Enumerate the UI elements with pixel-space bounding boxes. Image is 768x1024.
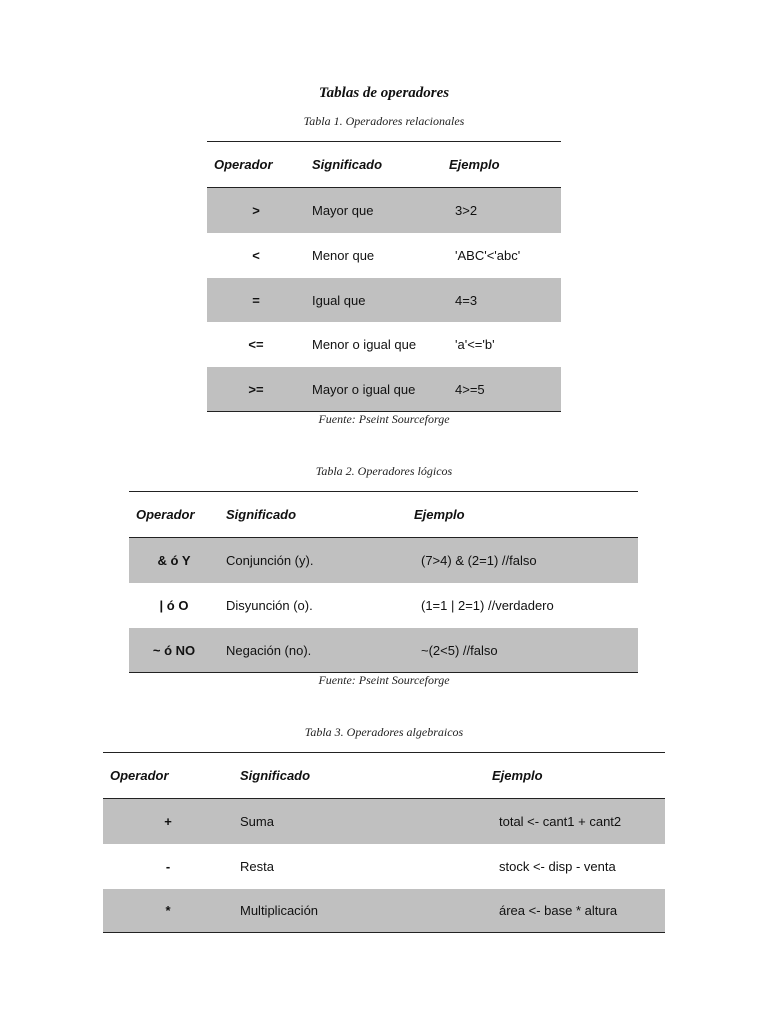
- operator-cell: <: [252, 248, 260, 263]
- table-row: [207, 322, 561, 367]
- header-operador: Operador: [214, 157, 273, 172]
- example-cell: 3>2: [455, 203, 478, 218]
- table1-source: Fuente: Pseint Sourceforge: [318, 412, 450, 426]
- table3-caption: Tabla 3. Operadores algebraicos: [304, 725, 464, 739]
- table-logical-operators: [129, 491, 638, 673]
- operator-cell: <=: [248, 337, 264, 352]
- operator-cell: >=: [248, 381, 264, 397]
- table-row: [103, 889, 665, 932]
- header-operador: Operador: [136, 507, 195, 522]
- operator-cell: | ó O: [159, 598, 189, 613]
- operator-cell: & ó Y: [157, 553, 191, 568]
- table-algebraic-operators: [103, 752, 665, 933]
- operator-cell: ~ ó NO: [152, 642, 196, 658]
- table-header-row: [207, 142, 561, 188]
- meaning-cell: Suma: [240, 814, 274, 829]
- meaning-cell: Igual que: [312, 292, 366, 308]
- example-cell: total <- cant1 + cant2: [499, 814, 622, 829]
- meaning-cell: Conjunción (y).: [226, 553, 314, 568]
- table-header-row: [129, 492, 638, 538]
- table-row: [129, 538, 638, 583]
- meaning-cell: Negación (no).: [226, 642, 312, 658]
- example-cell: 'a'<='b': [455, 337, 495, 352]
- table-row: [207, 367, 561, 411]
- example-cell: 4>=5: [455, 381, 485, 397]
- table-header-row: [103, 753, 665, 799]
- page-title: Tablas de operadores: [318, 85, 450, 101]
- table1-caption: Tabla 1. Operadores relacionales: [303, 114, 465, 128]
- example-cell: stock <- disp - venta: [499, 859, 616, 874]
- meaning-cell: Disyunción (o).: [226, 598, 313, 613]
- header-ejemplo: Ejemplo: [414, 507, 465, 522]
- table-row: [207, 188, 561, 233]
- table-row: [103, 799, 665, 844]
- operator-cell: *: [165, 903, 171, 918]
- table-row: [103, 844, 665, 889]
- meaning-cell: Mayor o igual que: [312, 381, 416, 397]
- header-significado: Significado: [240, 768, 311, 783]
- meaning-cell: Resta: [240, 859, 274, 874]
- table-row: [129, 583, 638, 628]
- table-row: [129, 628, 638, 672]
- example-cell: ~(2<5) //falso: [421, 642, 498, 658]
- table-relational-operators: [207, 141, 561, 412]
- header-ejemplo: Ejemplo: [449, 157, 500, 172]
- header-ejemplo: Ejemplo: [492, 768, 543, 783]
- header-operador: Operador: [110, 768, 169, 783]
- operator-cell: =: [252, 292, 260, 308]
- header-significado: Significado: [312, 157, 383, 172]
- meaning-cell: Multiplicación: [240, 903, 319, 918]
- header-significado: Significado: [226, 507, 297, 522]
- table-row: [207, 233, 561, 278]
- meaning-cell: Menor o igual que: [312, 337, 417, 352]
- meaning-cell: Mayor que: [312, 203, 374, 218]
- table2-caption: Tabla 2. Operadores lógicos: [315, 464, 453, 478]
- operator-cell: +: [164, 814, 172, 829]
- example-cell: (1=1 | 2=1) //verdadero: [421, 598, 554, 613]
- operator-cell: >: [252, 203, 260, 218]
- example-cell: (7>4) & (2=1) //falso: [421, 553, 537, 568]
- example-cell: 'ABC'<'abc': [455, 248, 521, 263]
- operator-cell: -: [165, 859, 171, 874]
- table-row: [207, 278, 561, 322]
- meaning-cell: Menor que: [312, 248, 375, 263]
- example-cell: 4=3: [455, 292, 478, 308]
- table2-source: Fuente: Pseint Sourceforge: [318, 673, 450, 687]
- example-cell: área <- base * altura: [499, 903, 618, 918]
